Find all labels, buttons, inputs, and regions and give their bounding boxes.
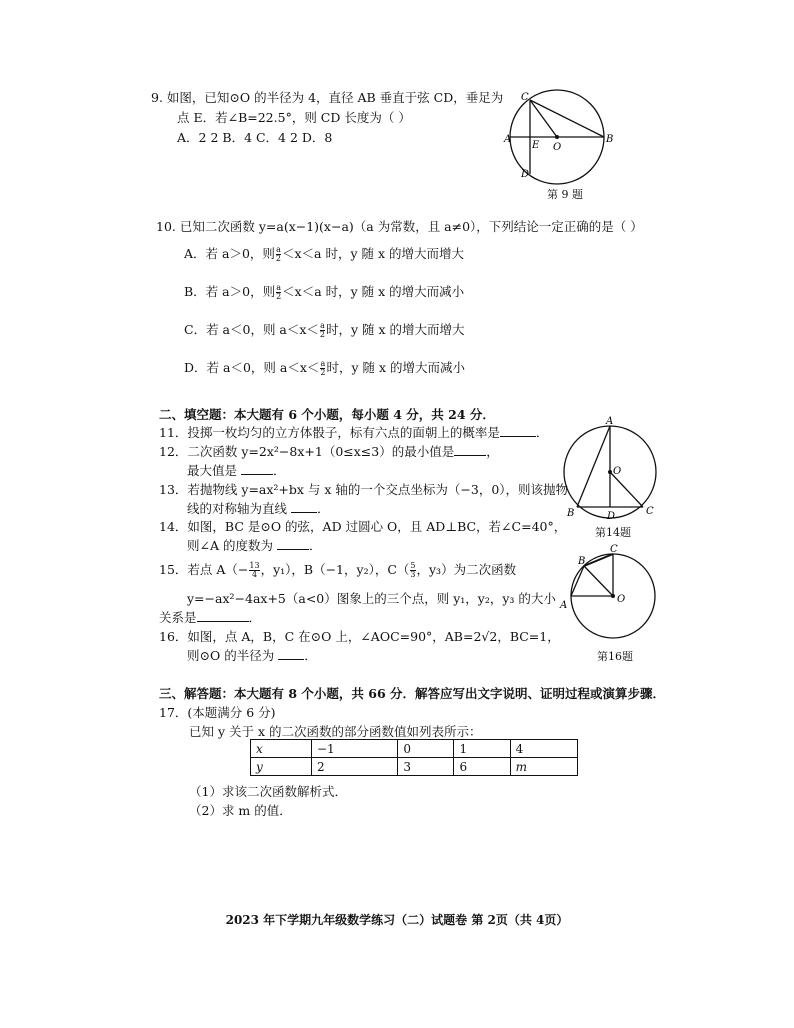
- fig14-label-d: D: [607, 511, 616, 522]
- q17-sub2: （2）求 m 的值．: [189, 803, 292, 818]
- fig14-label-c: C: [646, 506, 654, 517]
- q10-option-c: [184, 320, 465, 339]
- fig16-label-b: B: [578, 556, 586, 567]
- fig16-label-c: C: [610, 544, 618, 555]
- q10-c-post: 时，y 随 x 的增大而增大: [326, 322, 465, 337]
- section2-heading: 二、填空题：本大题有 6 个小题，每小题 4 分，共 24 分．: [159, 407, 495, 422]
- q12-line2: 最大值是 ．: [187, 463, 286, 478]
- q10-option-a: [184, 244, 464, 263]
- q9-line1: 9. 如图，已知⊙O 的半径为 4，直径 AB 垂直于弦 CD，垂足为: [151, 90, 504, 105]
- q15-fraction-c: $\frac{5}{3}$: [410, 561, 416, 579]
- fig14-label-b: B: [567, 508, 575, 519]
- q12-line1: 12．二次函数 y=2x²−8x+1（0≤x≤3）的最小值是 ，: [159, 444, 499, 459]
- q11-text: 11．投掷一枚均匀的立方体骰子，标有六点的面朝上的概率是: [159, 425, 500, 440]
- q10-c-fraction: $\frac{a}{2}$: [319, 321, 326, 339]
- table-cell: 4: [510, 740, 577, 758]
- q13-line2: 线的对称轴为直线 ．: [187, 501, 330, 516]
- q12-text: 12．二次函数 y=2x²−8x+1（0≤x≤3）的最小值是: [159, 444, 455, 459]
- q12-blank-max: [241, 462, 273, 475]
- figure-q16: [560, 544, 660, 650]
- fig9-label-c: C: [521, 92, 529, 103]
- q15-line1: [159, 560, 516, 579]
- table-cell: 0: [398, 740, 454, 758]
- q13-blank: [291, 500, 317, 513]
- q10-d-pre: D．若 a＜0，则 a＜x＜: [184, 360, 320, 375]
- q14-blank: [277, 537, 309, 550]
- q15-line2: y=−ax²−4ax+5（a<0）图象上的三个点，则 y₁，y₂，y₃ 的大小: [187, 591, 556, 606]
- fig16-label-o: O: [617, 594, 626, 605]
- q16-blank: [278, 647, 304, 660]
- q9-fig-caption: 第 9 题: [547, 188, 583, 201]
- q10-a-pre: A．若 a＞0，则: [184, 246, 275, 261]
- q17-sub1: （1）求该二次函数解析式．: [189, 784, 347, 799]
- q16-line2-text: 则⊙O 的半径为: [187, 648, 275, 663]
- q17-title: 17．(本题满分 6 分): [159, 705, 276, 720]
- q10-d-fraction: $\frac{a}{2}$: [320, 359, 326, 377]
- q16-line1: 16．如图，点 A，B，C 在⊙O 上，∠AOC=90°，AB=2√2，BC=1，: [159, 629, 560, 644]
- q10-b-fraction: $\frac{a}{2}$: [276, 283, 282, 301]
- q15-pre: 15．若点 A（−: [159, 562, 249, 577]
- table-cell: 1: [454, 740, 510, 758]
- fig14-caption: 第14题: [595, 526, 631, 539]
- q15-line3: 关系是 ．: [159, 610, 262, 625]
- table-cell: x: [251, 740, 312, 758]
- q10-a-fraction: $\frac{a}{2}$: [275, 245, 281, 263]
- q10-stem: 10. 已知二次函数 y=a(x−1)(x−a)（a 为常数，且 a≠0），下列结论一定正确的是（ ）: [156, 219, 643, 234]
- q14-line2-text: 则∠A 的度数为: [187, 538, 273, 553]
- q17-value-table: [250, 739, 578, 776]
- q10-c-pre: C．若 a＜0，则 a＜x＜: [184, 322, 319, 337]
- q16-line2: 则⊙O 的半径为 ．: [187, 648, 317, 663]
- table-row: [251, 740, 578, 758]
- q11: 11．投掷一枚均匀的立方体骰子，标有六点的面朝上的概率是 ．: [159, 425, 549, 440]
- q15-fraction-a: $\frac{13}{4}$: [249, 561, 260, 579]
- table-cell: 3: [398, 758, 454, 776]
- fig9-label-d: D: [521, 169, 530, 180]
- fig9-label-e: E: [532, 140, 540, 151]
- q10-d-post: 时，y 随 x 的增大而减小: [326, 360, 466, 375]
- fig9-label-a: A: [504, 134, 512, 145]
- table-cell: 6: [454, 758, 510, 776]
- q12-line2-text: 最大值是: [187, 463, 238, 478]
- q15-blank: [197, 609, 249, 622]
- section3-heading: 三、解答题：本大题有 8 个小题，共 66 分．解答应写出文字说明、证明过程或演算步骤．: [159, 686, 666, 701]
- fig16-caption: 第16题: [597, 650, 633, 663]
- fig9-label-b: B: [606, 134, 614, 145]
- q10-option-d: [184, 358, 465, 377]
- q14-line2: 则∠A 的度数为 ．: [187, 538, 322, 553]
- table-row: [251, 758, 578, 776]
- q11-blank: [500, 424, 536, 437]
- fig14-label-a: A: [606, 416, 614, 427]
- q15-line3-text: 关系是: [159, 610, 197, 625]
- q10-a-post: ＜x＜a 时，y 随 x 的增大而增大: [282, 246, 465, 261]
- table-cell: −1: [312, 740, 398, 758]
- fig14-label-o: O: [613, 466, 622, 477]
- q9-line2: 点 E．若∠B=22.5°，则 CD 长度为（ ）: [177, 110, 411, 125]
- table-cell: 2: [312, 758, 398, 776]
- table-cell: m: [510, 758, 577, 776]
- fig9-label-o: O: [553, 142, 562, 153]
- figure-q14: [560, 418, 660, 538]
- q10-b-post: ＜x＜a 时，y 随 x 的增大而减小: [282, 284, 465, 299]
- q13-line2-text: 线的对称轴为直线: [187, 501, 288, 516]
- q10-option-b: [184, 282, 464, 301]
- q13-line1: 13．若抛物线 y=ax²+bx 与 x 轴的一个交点坐标为（−3，0），则该抛物: [159, 482, 569, 497]
- q17-intro: 已知 y 关于 x 的二次函数的部分函数值如列表所示：: [189, 724, 482, 739]
- page-footer: 2023 年下学期九年级数学练习（二）试题卷 第 2页（共 4页）: [225, 913, 569, 927]
- q12-blank-min: [454, 443, 486, 456]
- q14-line1: 14．如图，BC 是⊙O 的弦，AD 过圆心 O，且 AD⊥BC，若∠C=40°，: [159, 519, 567, 534]
- q10-b-pre: B．若 a＞0，则: [184, 284, 276, 299]
- q15-post: ，y₃）为二次函数: [416, 562, 517, 577]
- q9-options: A．2 2 B．4 C．4 2 D．8: [177, 130, 333, 145]
- q15-mid: ，y₁），B（−1，y₂），C（: [260, 562, 410, 577]
- fig16-label-a: A: [560, 600, 568, 611]
- table-cell: y: [251, 758, 312, 776]
